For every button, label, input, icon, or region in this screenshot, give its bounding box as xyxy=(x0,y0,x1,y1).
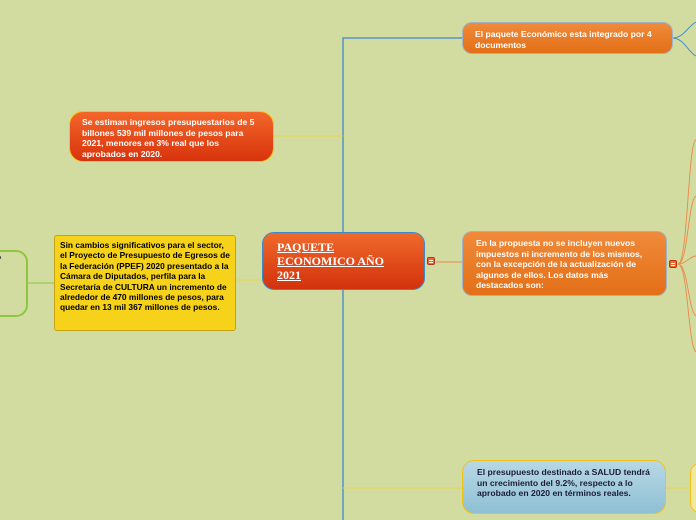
offscreen-right-node[interactable] xyxy=(690,463,696,513)
green-offscreen-node[interactable] xyxy=(0,250,28,317)
connector-top-right-2 xyxy=(672,38,696,56)
node-ingresos-text: Se estiman ingresos presupuestarios de 5 billones 539 mil millones de pesos para 2021, menores en 3% real que los aprobados en 2020. xyxy=(82,117,255,159)
connector-top-right-1 xyxy=(672,22,696,38)
node-salud-text: El presupuesto destinado a SALUD tendrá un crecimiento del 9.2%, respecto a lo aprobado en 2020 en términos reales. xyxy=(477,467,650,499)
connector-impuestos-right-5 xyxy=(678,264,696,352)
connector-impuestos-right-4 xyxy=(678,264,696,316)
connector-central-to-top-branch xyxy=(343,38,462,232)
node-cultura-text: Sin cambios significativos para el sector, el Proyecto de Presupuesto de Egresos de la Federación (PPEF) 2020 presentado a la Cámara de Diputados, perfila para la Secretaría de CULTURA un incremento de alrededor de 470 millones de pesos, para quedar en 13 mil 367 millones de pesos. xyxy=(60,240,230,313)
node-cultura[interactable] xyxy=(54,235,236,331)
node-salud[interactable] xyxy=(462,460,666,514)
node-impuestos-text: En la propuesta no se incluyen nuevos impuestos ni incremento de los mismos, con la excepción de la actualización de algunos de ellos. Los datos más destacados son: xyxy=(476,238,643,291)
impuestos-collapse-toggle[interactable] xyxy=(669,260,677,268)
central-topic[interactable] xyxy=(262,232,425,290)
node-paquete-documentos[interactable] xyxy=(462,22,673,54)
central-topic-title: PAQUETE ECONOMICO AÑO 2021 xyxy=(277,240,385,282)
node-impuestos[interactable] xyxy=(462,231,667,296)
node-ingresos[interactable] xyxy=(69,111,274,162)
central-collapse-toggle[interactable] xyxy=(427,257,435,265)
node-paquete-documentos-text: El paquete Económico esta integrado por 4 documentos xyxy=(475,29,652,50)
